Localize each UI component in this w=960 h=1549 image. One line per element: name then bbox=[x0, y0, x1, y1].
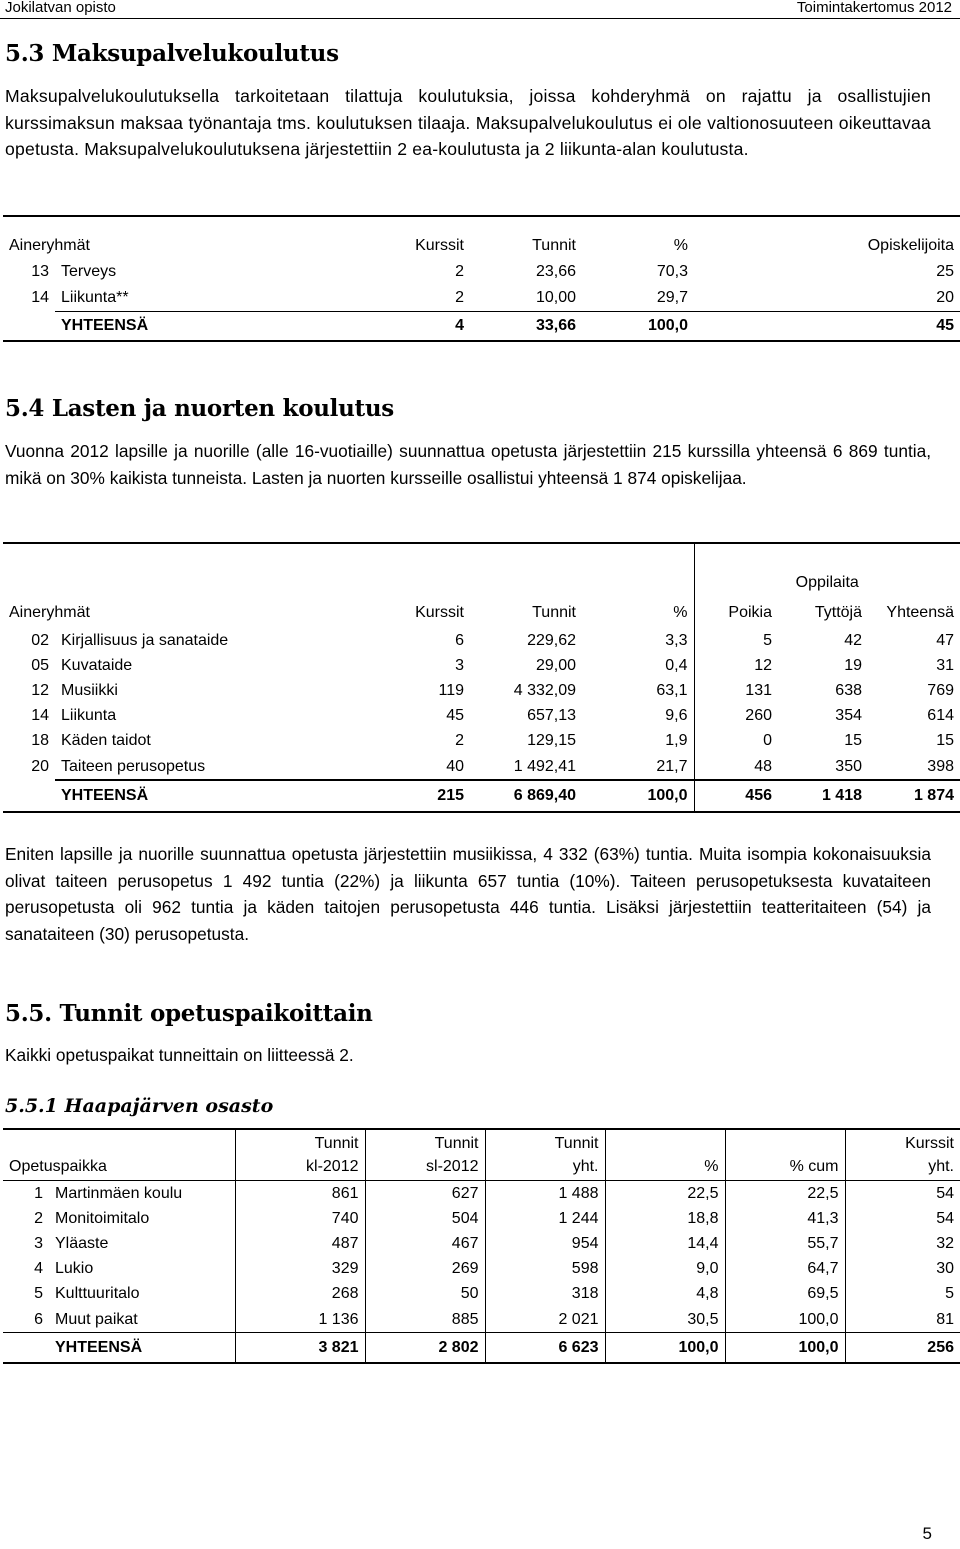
col-header-line2: % bbox=[704, 1158, 719, 1175]
section-5-4-title: 5.4 Lasten ja nuorten koulutus bbox=[5, 395, 394, 422]
cell-index: 5 bbox=[34, 1285, 43, 1303]
cell-tunnit-sl: 885 bbox=[365, 1307, 485, 1333]
total-tyttoja: 1 418 bbox=[778, 780, 868, 812]
cell-percent: 14,4 bbox=[605, 1231, 725, 1256]
cell-tunnit-kl: 268 bbox=[235, 1282, 365, 1307]
page-header bbox=[0, 0, 960, 19]
table-header-row bbox=[3, 1129, 960, 1181]
cell-subject: Liikunta bbox=[61, 707, 117, 725]
cell-code: 14 bbox=[31, 289, 49, 307]
cell-percent-cum: 55,7 bbox=[725, 1231, 845, 1256]
cell-kurssit: 40 bbox=[446, 757, 464, 775]
cell-tunnit: 129,15 bbox=[527, 732, 576, 750]
cell-subject: Taiteen perusopetus bbox=[61, 757, 206, 775]
cell-percent: 9,6 bbox=[665, 707, 688, 725]
cell-tunnit-kl: 329 bbox=[235, 1257, 365, 1282]
table-row bbox=[3, 259, 960, 285]
col-header-line1: Kurssit bbox=[905, 1135, 954, 1152]
col-header-line2: kl-2012 bbox=[306, 1158, 359, 1175]
cell-location: Lukio bbox=[55, 1260, 94, 1278]
cell-percent: 22,5 bbox=[605, 1181, 725, 1207]
cell-percent: 63,1 bbox=[656, 681, 688, 699]
cell-percent: 18,8 bbox=[605, 1206, 725, 1231]
cell-percent: 70,3 bbox=[656, 263, 688, 280]
col-header-tunnit-yht bbox=[485, 1129, 605, 1181]
cell-percent-cum: 100,0 bbox=[725, 1307, 845, 1333]
col-header-poikia: Poikia bbox=[694, 598, 778, 628]
cell-location: Martinmäen koulu bbox=[49, 1181, 235, 1207]
cell-subject: Käden taidot bbox=[61, 732, 151, 750]
cell-opiskelijoita: 25 bbox=[936, 263, 954, 280]
cell-percent: 0,4 bbox=[665, 656, 688, 674]
col-header-line2: sl-2012 bbox=[426, 1158, 479, 1175]
cell-yhteensa: 47 bbox=[936, 631, 954, 649]
total-percent: 100,0 bbox=[582, 780, 694, 812]
cell-tunnit: 10,00 bbox=[535, 289, 576, 306]
table-row bbox=[3, 628, 960, 653]
col-header-percent-cum bbox=[725, 1129, 845, 1181]
section-5-4-text: Vuonna 2012 lapsille ja nuorille (alle 16-vuotiaille) suunnattua opetusta järjestettiin 215 kurssilla yhteensä 6 869 tuntia, mikä on 30% kaikista tunneista. Lasten ja nuorten kursseille osallistui yhteensä 1 874 opiskelijaa. bbox=[5, 441, 931, 488]
cell-tunnit: 657,13 bbox=[527, 707, 576, 725]
total-tunnit-yht: 6 623 bbox=[485, 1333, 605, 1364]
cell-location: Muut paikat bbox=[55, 1310, 138, 1328]
total-yhteensa: 1 874 bbox=[868, 780, 960, 812]
cell-index: 2 bbox=[34, 1209, 43, 1227]
cell-code: 13 bbox=[31, 263, 49, 280]
cell-code: 05 bbox=[31, 656, 49, 674]
cell-kurssit: 45 bbox=[446, 707, 464, 725]
table-row bbox=[3, 653, 960, 678]
section-5-3-title: 5.3 Maksupalvelukoulutus bbox=[5, 40, 339, 67]
cell-poikia: 0 bbox=[694, 729, 778, 754]
col-header-kurssit-yht bbox=[845, 1129, 960, 1181]
cell-kurssit: 2 bbox=[455, 732, 464, 750]
page-number: 5 bbox=[922, 1524, 932, 1543]
col-header-tyttoja: Tyttöjä bbox=[814, 604, 862, 621]
table-row bbox=[3, 729, 960, 754]
col-header-opetuspaikka bbox=[3, 1129, 235, 1181]
cell-poikia: 5 bbox=[694, 628, 778, 653]
table-header-row bbox=[3, 216, 960, 259]
col-header-line1: Tunnit bbox=[434, 1135, 479, 1152]
cell-poikia: 260 bbox=[694, 704, 778, 729]
cell-percent: 9,0 bbox=[605, 1257, 725, 1282]
paid-services-table bbox=[3, 215, 960, 342]
col-header-line2: % cum bbox=[789, 1158, 839, 1175]
cell-kurssit-yht: 30 bbox=[845, 1257, 960, 1282]
cell-poikia: 12 bbox=[694, 653, 778, 678]
table-row bbox=[3, 1206, 960, 1231]
cell-tunnit-yht: 954 bbox=[485, 1231, 605, 1256]
table-total-row bbox=[3, 1333, 960, 1364]
table-row bbox=[3, 754, 960, 780]
table-group-header-row bbox=[3, 543, 960, 598]
total-kurssit: 215 bbox=[255, 780, 470, 812]
col-header-tunnit: Tunnit bbox=[532, 237, 576, 254]
header-report-title: Toimintakertomus 2012 bbox=[796, 0, 952, 16]
cell-subject: Musiikki bbox=[61, 681, 118, 699]
cell-opiskelijoita: 20 bbox=[936, 289, 954, 306]
cell-tunnit: 23,66 bbox=[535, 263, 576, 280]
cell-tunnit-yht: 1 488 bbox=[485, 1181, 605, 1207]
table-total-row bbox=[3, 312, 960, 342]
cell-poikia: 48 bbox=[694, 754, 778, 780]
col-header-opiskelijoita: Opiskelijoita bbox=[867, 237, 954, 254]
table-header-row bbox=[3, 598, 960, 628]
cell-yhteensa: 398 bbox=[927, 757, 954, 775]
cell-subject: Terveys bbox=[61, 263, 117, 280]
cell-tunnit-kl: 740 bbox=[235, 1206, 365, 1231]
section-5-4-summary: Eniten lapsille ja nuorille suunnattua opetusta järjestettiin musiikissa, 4 332 (63%) tuntia. Muita isompia kokonaisuuksia olivat taiteen perusopetus 1 492 tuntia (22%) ja liikunta 657 tuntia (10%). Taiteen perusopetuksesta kuvataiteen perusopetusta oli 962 tuntia ja käden taitojen perusopetusta 446 tuntia. Lisäksi järjestettiin teatteritaiteen (54) ja sanataiteen (30) perusopetusta. bbox=[5, 844, 931, 944]
col-header-percent: % bbox=[673, 237, 688, 254]
cell-code: 12 bbox=[31, 681, 49, 699]
cell-tunnit-sl: 269 bbox=[365, 1257, 485, 1282]
cell-subject: Liikunta** bbox=[61, 289, 129, 306]
cell-subject: Kirjallisuus ja sanataide bbox=[61, 631, 229, 649]
cell-percent-cum: 64,7 bbox=[725, 1257, 845, 1282]
cell-percent-cum: 22,5 bbox=[725, 1181, 845, 1207]
total-opiskelijoita: 45 bbox=[694, 312, 960, 342]
total-percent-cum: 100,0 bbox=[725, 1333, 845, 1364]
header-organization: Jokilatvan opisto bbox=[5, 0, 116, 16]
cell-location: Monitoimitalo bbox=[55, 1209, 150, 1227]
cell-tunnit: 4 332,09 bbox=[513, 681, 576, 699]
cell-tunnit: 29,00 bbox=[535, 656, 576, 674]
cell-index: 4 bbox=[34, 1260, 43, 1278]
cell-tunnit-kl: 861 bbox=[235, 1181, 365, 1207]
cell-tyttoja: 354 bbox=[835, 707, 862, 725]
cell-tunnit-yht: 318 bbox=[485, 1282, 605, 1307]
cell-percent: 1,9 bbox=[665, 732, 688, 750]
col-header-tunnit-sl bbox=[365, 1129, 485, 1181]
col-header-kurssit: Kurssit bbox=[415, 237, 464, 254]
col-header-percent bbox=[605, 1129, 725, 1181]
cell-tyttoja: 15 bbox=[844, 732, 862, 750]
cell-code: 14 bbox=[31, 707, 49, 725]
cell-tunnit-sl: 504 bbox=[365, 1206, 485, 1231]
cell-tunnit-yht: 1 244 bbox=[485, 1206, 605, 1231]
col-header-percent: % bbox=[673, 604, 688, 621]
cell-tyttoja: 638 bbox=[835, 681, 862, 699]
cell-tyttoja: 19 bbox=[844, 656, 862, 674]
cell-percent: 4,8 bbox=[605, 1282, 725, 1307]
cell-kurssit-yht: 5 bbox=[845, 1282, 960, 1307]
table-row bbox=[3, 1307, 960, 1333]
cell-kurssit: 2 bbox=[455, 289, 464, 306]
table-row bbox=[3, 678, 960, 703]
col-header-aineryhmat: Aineryhmät bbox=[9, 604, 90, 621]
total-tunnit: 33,66 bbox=[470, 312, 582, 342]
total-kurssit-yht: 256 bbox=[845, 1333, 960, 1364]
table-total-row bbox=[3, 780, 960, 812]
teaching-locations-table bbox=[3, 1128, 960, 1364]
cell-kurssit-yht: 54 bbox=[845, 1206, 960, 1231]
total-label: YHTEENSÄ bbox=[49, 1333, 235, 1364]
cell-location: Kulttuuritalo bbox=[55, 1285, 140, 1303]
col-header-line1: Tunnit bbox=[314, 1135, 359, 1152]
total-kurssit: 4 bbox=[255, 312, 470, 342]
table-row bbox=[3, 1282, 960, 1307]
col-header-yhteensa: Yhteensä bbox=[886, 604, 954, 621]
cell-yhteensa: 31 bbox=[936, 656, 954, 674]
cell-tyttoja: 350 bbox=[835, 757, 862, 775]
cell-yhteensa: 15 bbox=[936, 732, 954, 750]
section-5-5-title: 5.5. Tunnit opetuspaikoittain bbox=[5, 1000, 373, 1027]
cell-tunnit: 229,62 bbox=[527, 631, 576, 649]
cell-index: 6 bbox=[34, 1310, 43, 1328]
cell-kurssit: 6 bbox=[455, 631, 464, 649]
cell-percent-cum: 41,3 bbox=[725, 1206, 845, 1231]
col-header-line2: yht. bbox=[928, 1158, 954, 1175]
cell-index: 1 bbox=[3, 1181, 49, 1207]
cell-percent: 3,3 bbox=[665, 631, 688, 649]
cell-kurssit-yht: 81 bbox=[845, 1307, 960, 1333]
total-label: YHTEENSÄ bbox=[55, 780, 255, 812]
col-header-opetuspaikka-label: Opetuspaikka bbox=[9, 1158, 107, 1175]
table-row bbox=[3, 1231, 960, 1256]
cell-tunnit-yht: 598 bbox=[485, 1257, 605, 1282]
total-percent: 100,0 bbox=[605, 1333, 725, 1364]
cell-tunnit-sl: 627 bbox=[365, 1181, 485, 1207]
total-tunnit-sl: 2 802 bbox=[365, 1333, 485, 1364]
col-header-tunnit-kl bbox=[235, 1129, 365, 1181]
cell-index: 3 bbox=[34, 1234, 43, 1252]
table-row bbox=[3, 704, 960, 729]
cell-tunnit-kl: 1 136 bbox=[235, 1307, 365, 1333]
total-tunnit-kl: 3 821 bbox=[235, 1333, 365, 1364]
section-5-5-text: Kaikki opetuspaikat tunneittain on liitteessä 2. bbox=[5, 1045, 354, 1065]
col-header-kurssit: Kurssit bbox=[415, 604, 464, 621]
cell-percent: 30,5 bbox=[605, 1307, 725, 1333]
cell-kurssit: 2 bbox=[455, 263, 464, 280]
cell-poikia: 131 bbox=[694, 678, 778, 703]
col-header-aineryhmat: Aineryhmät bbox=[9, 237, 90, 254]
col-header-tunnit: Tunnit bbox=[532, 604, 576, 621]
children-education-table bbox=[3, 542, 960, 813]
cell-tunnit-sl: 467 bbox=[365, 1231, 485, 1256]
col-header-line2: yht. bbox=[572, 1158, 599, 1175]
cell-tunnit-kl: 487 bbox=[235, 1231, 365, 1256]
cell-kurssit: 119 bbox=[438, 681, 464, 699]
cell-kurssit-yht: 54 bbox=[845, 1181, 960, 1207]
cell-code: 18 bbox=[31, 732, 49, 750]
cell-tyttoja: 42 bbox=[844, 631, 862, 649]
cell-yhteensa: 769 bbox=[927, 681, 954, 699]
cell-yhteensa: 614 bbox=[927, 707, 954, 725]
table-row bbox=[3, 285, 960, 312]
cell-code: 02 bbox=[31, 631, 49, 649]
total-poikia: 456 bbox=[694, 780, 778, 812]
cell-tunnit-sl: 50 bbox=[365, 1282, 485, 1307]
cell-percent: 21,7 bbox=[656, 757, 688, 775]
cell-percent: 29,7 bbox=[656, 289, 688, 306]
group-header-oppilaita: Oppilaita bbox=[694, 543, 960, 598]
cell-tunnit: 1 492,41 bbox=[513, 757, 576, 775]
cell-subject: Kuvataide bbox=[61, 656, 133, 674]
total-percent: 100,0 bbox=[582, 312, 694, 342]
table-row bbox=[3, 1181, 960, 1207]
cell-kurssit: 3 bbox=[455, 656, 464, 674]
section-5-3-text: Maksupalvelukoulutuksella tarkoitetaan tilattuja koulutuksia, joissa kohderyhmä on rajattu ja osallistujien kurssimaksun maksaa työnantaja tms. koulutuksen tilaaja. Maksupalvelukoulutus ei ole valtionosuuteen oikeuttavaa opetusta. Maksupalvelukoulutuksena järjestettiin 2 ea-koulutusta ja 2 liikunta-alan koulutusta. bbox=[5, 86, 931, 159]
col-header-line1: Tunnit bbox=[554, 1135, 599, 1152]
cell-tunnit-yht: 2 021 bbox=[485, 1307, 605, 1333]
cell-percent-cum: 69,5 bbox=[725, 1282, 845, 1307]
cell-kurssit-yht: 32 bbox=[845, 1231, 960, 1256]
total-label: YHTEENSÄ bbox=[55, 312, 255, 342]
total-tunnit: 6 869,40 bbox=[470, 780, 582, 812]
section-5-5-1-title: 5.5.1 Haapajärven osasto bbox=[5, 1095, 274, 1117]
cell-location: Yläaste bbox=[55, 1234, 109, 1252]
cell-code: 20 bbox=[31, 758, 49, 776]
table-row bbox=[3, 1257, 960, 1282]
